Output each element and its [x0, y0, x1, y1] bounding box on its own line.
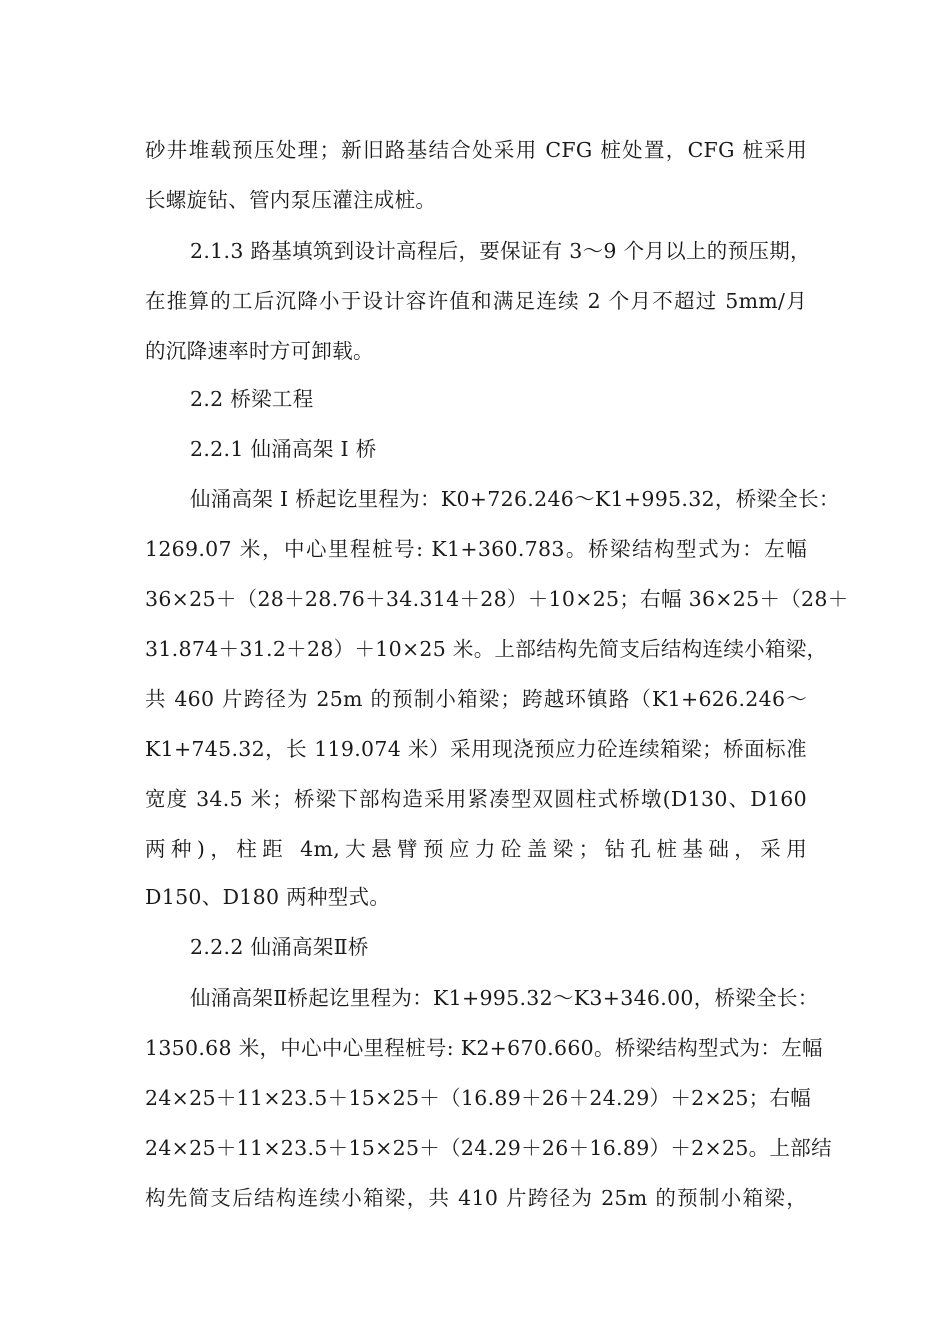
text-line: 31.874＋31.2＋28）＋10×25 米。上部结构先简支后结构连续小箱梁， — [145, 637, 828, 661]
text-line: 仙涌高架 I 桥起讫里程为：K0+726.246～K1+995.32，桥梁全长： — [190, 487, 840, 511]
text-line: 共 460 片跨径为 25m 的预制小箱梁；跨越环镇路（K1+626.246～ — [145, 687, 807, 711]
text-line: 在推算的工后沉降小于设计容许值和满足连续 2 个月不超过 5mm/月 — [145, 289, 807, 313]
text-line: 构先简支后结构连续小箱梁，共 410 片跨径为 25m 的预制小箱梁， — [145, 1186, 807, 1210]
subsection-heading: 2.2.1 仙涌高架 I 桥 — [190, 437, 377, 461]
subsection-heading: 2.2.2 仙涌高架Ⅱ桥 — [190, 935, 369, 959]
text-line: 长螺旋钻、管内泵压灌注成桩。 — [145, 188, 437, 212]
text-line: 宽度 34.5 米；桥梁下部构造采用紧凑型双圆柱式桥墩(D130、D160 — [145, 787, 807, 811]
section-heading: 2.2 桥梁工程 — [190, 387, 314, 411]
text-line: 2.1.3 路基填筑到设计高程后，要保证有 3～9 个月以上的预压期， — [190, 239, 811, 263]
text-line: 1350.68 米，中心中心里程桩号: K2+670.660。桥梁结构型式为：左幅 — [145, 1036, 823, 1060]
text-line: 1269.07 米，中心里程桩号: K1+360.783。桥梁结构型式为：左幅 — [145, 537, 807, 561]
text-line: 36×25＋（28＋28.76＋34.314＋28）＋10×25；右幅 36×25＋（28＋ — [145, 587, 849, 611]
text-line: K1+745.32，长 119.074 米）采用现浇预应力砼连续箱梁；桥面标准 — [145, 737, 807, 761]
text-line: 两种)，柱距 4m,大悬臂预应力砼盖梁；钻孔桩基础，采用 — [145, 837, 807, 861]
text-line: 砂井堆载预压处理；新旧路基结合处采用 CFG 桩处置，CFG 桩采用 — [145, 138, 807, 162]
text-line: 24×25＋11×23.5＋15×25＋（24.29＋26＋16.89）＋2×25。上部结 — [145, 1136, 832, 1160]
text-line: 的沉降速率时方可卸载。 — [145, 339, 374, 363]
text-line: 24×25＋11×23.5＋15×25＋（16.89＋26＋24.29）＋2×25；右幅 — [145, 1086, 812, 1110]
text-line: 仙涌高架Ⅱ桥起讫里程为：K1+995.32～K3+346.00，桥梁全长： — [190, 986, 819, 1010]
text-line: D150、D180 两种型式。 — [145, 885, 391, 909]
